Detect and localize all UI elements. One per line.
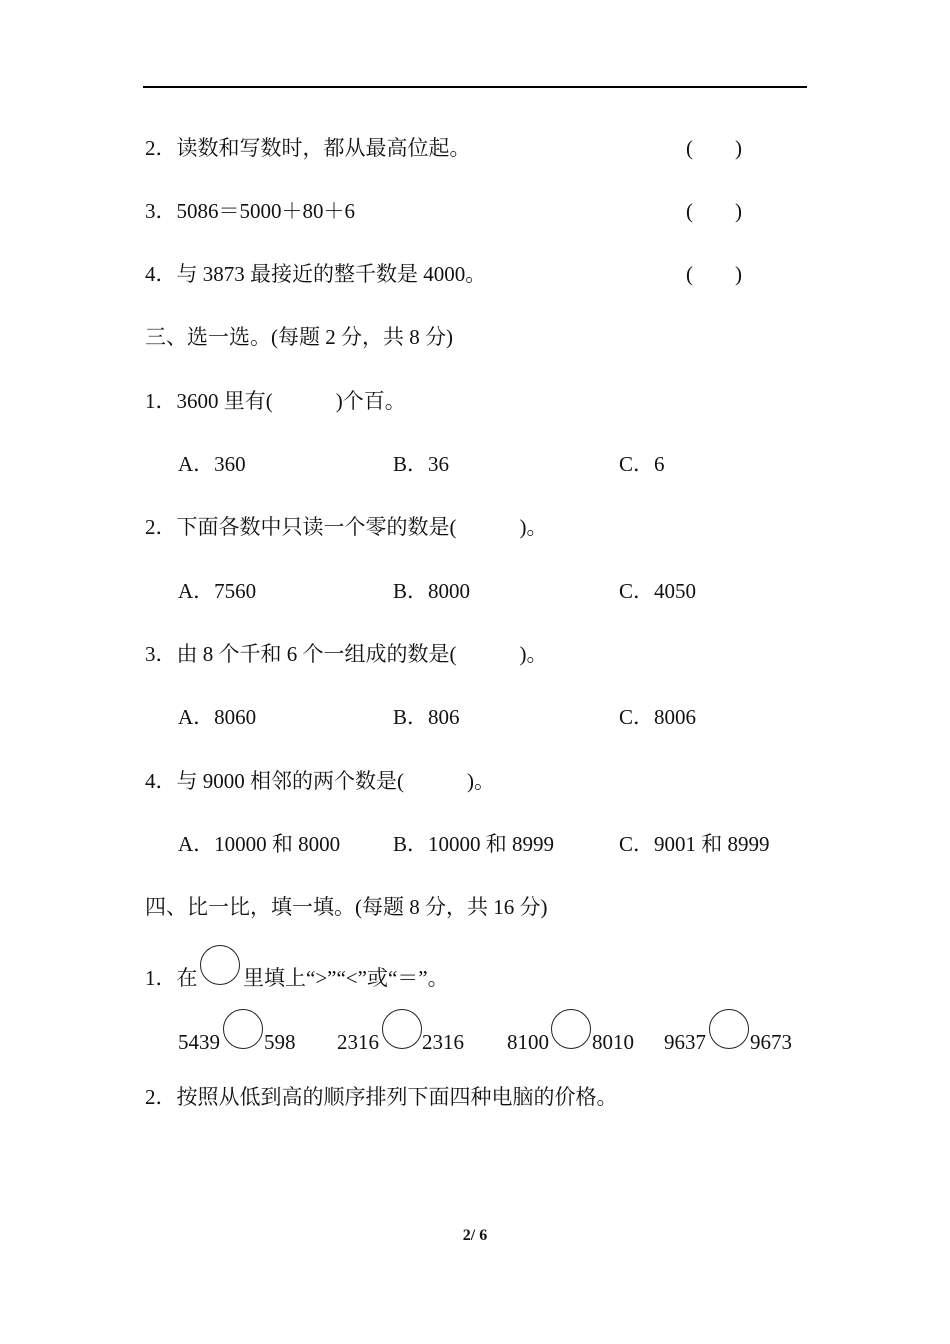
s4-q1-prefix: 1．在 [145,966,198,990]
s3-question-1: 1．3600 里有( )个百。 [145,389,406,413]
judge-answer-3[interactable]: ( ) [686,199,742,223]
compare-1-circle[interactable] [223,1009,263,1049]
s3-question-2: 2．下面各数中只读一个零的数是( )。 [145,515,548,539]
s3-q3-option-c[interactable]: C．8006 [619,705,697,729]
s4-question-2: 2．按照从低到高的顺序排列下面四种电脑的价格。 [145,1085,618,1109]
judge-item-4: 4．与 3873 最接近的整千数是 4000。 [145,262,487,286]
compare-2-circle[interactable] [382,1009,422,1049]
s3-q2-option-b[interactable]: B．8000 [393,579,471,603]
circle-blank-example [200,945,240,985]
s3-q4-option-c[interactable]: C．9001 和 8999 [619,832,770,856]
s3-q2-option-c[interactable]: C．4050 [619,579,697,603]
compare-3-circle[interactable] [551,1009,591,1049]
s3-q1-option-a[interactable]: A．360 [178,452,246,476]
section4-title: 四、比一比，填一填。(每题 8 分，共 16 分) [145,895,548,919]
compare-2-right: 2316 [422,1030,464,1054]
compare-1-left: 5439 [178,1030,220,1054]
s3-q4-option-a[interactable]: A．10000 和 8000 [178,832,341,856]
compare-2-left: 2316 [337,1030,379,1054]
s3-q1-option-c[interactable]: C．6 [619,452,665,476]
s3-q4-option-b[interactable]: B．10000 和 8999 [393,832,555,856]
s3-q2-option-a[interactable]: A．7560 [178,579,257,603]
compare-1-right: 598 [264,1030,296,1054]
s3-question-4: 4．与 9000 相邻的两个数是( )。 [145,769,495,793]
header-rule [143,86,807,88]
judge-answer-2[interactable]: ( ) [686,136,742,160]
s3-q1-option-b[interactable]: B．36 [393,452,450,476]
compare-4-circle[interactable] [709,1009,749,1049]
compare-3-right: 8010 [592,1030,634,1054]
section3-title: 三、选一选。(每题 2 分，共 8 分) [145,325,453,349]
s3-q3-option-b[interactable]: B．806 [393,705,460,729]
s3-question-3: 3．由 8 个千和 6 个一组成的数是( )。 [145,642,548,666]
judge-item-2: 2．读数和写数时，都从最高位起。 [145,136,471,160]
s3-q3-option-a[interactable]: A．8060 [178,705,257,729]
s4-q1-suffix: 里填上“>”“<”或“＝”。 [243,966,449,990]
judge-item-3: 3．5086＝5000＋80＋6 [145,199,355,223]
judge-answer-4[interactable]: ( ) [686,262,742,286]
page-number: 2/ 6 [462,1227,488,1244]
compare-3-left: 8100 [507,1030,549,1054]
compare-4-left: 9637 [664,1030,706,1054]
compare-4-right: 9673 [750,1030,792,1054]
